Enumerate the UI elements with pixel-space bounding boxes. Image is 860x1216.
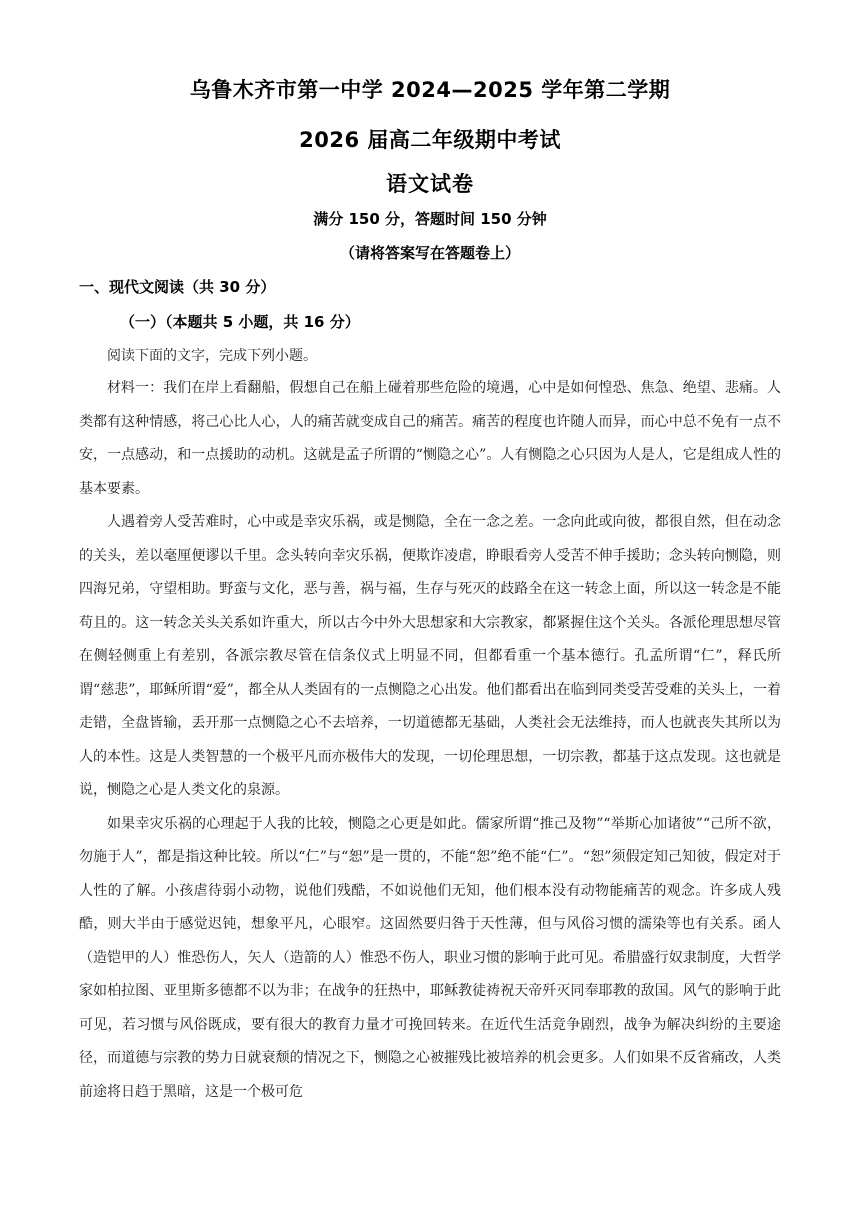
subject-title: 语文试卷: [386, 172, 474, 196]
passage-paragraph-1: 材料一：我们在岸上看翻船，假想自己在船上碰着那些危险的境遇，心中是如何惶恐、焦急、绝望、悲痛。人类都有这种情感，将己心比人心，人的痛苦就变成自己的痛苦。痛苦的程度也许随人而异，而心中总不免有一点不安，一点感动，和一点援助的动机。这就是孟子所谓的“恻隐之心”。人有恻隐之心只因为人是人，它是组成人性的基本要素。: [79, 380, 781, 497]
reading-instruction: [79, 340, 781, 374]
section-heading: 一、现代文阅读（共 30 分）: [79, 278, 276, 296]
answer-sheet-note: （请将答案写在答题卷上）: [339, 244, 520, 262]
passage-paragraph-2: 人遇着旁人受苦难时，心中或是幸灾乐祸，或是恻隐，全在一念之差。一念向此或向彼，都很自然，但在动念的关头，差以毫厘便谬以千里。念头转向幸灾乐祸，便欺诈凌虐，睁眼看旁人受苦不伸手援助；念头转向恻隐，则四海兄弟，守望相助。野蛮与文化，恶与善，祸与福，生存与死灭的歧路全在这一转念上面，所以这一转念是不能苟且的。这一转念关头关系如许重大，所以古今中外大思想家和大宗教家，都紧握住这个关头。各派伦理思想尽管在侧轻侧重上有差别，各派宗教尽管在信条仪式上明显不同，但都看重一个基本德行。孔孟所谓“仁”，释氏所谓“慈悲”，耶稣所谓“爱”，都全从人类固有的一点恻隐之心出发。他们都看出在临到同类受苦受难的关头上，一着走错，全盘皆输，丢开那一点恻隐之心不去培养，一切道德都无基础，人类社会无法维持，而人也就丧失其所以为人的本性。这是人类智慧的一个极平凡而亦极伟大的发现，一切伦理思想，一切宗教，都基于这点发现。这也就是说，恻隐之心是人类文化的泉源。: [79, 514, 781, 798]
passage-paragraph-3: 如果幸灾乐祸的心理起于人我的比较，恻隐之心更是如此。儒家所谓“推己及物”“举斯心加诸彼”“己所不欲，勿施于人”，都是指这种比较。所以“仁”与“恕”是一贯的，不能“恕”绝不能“仁”。“恕”须假定知己知彼，假定对于人性的了解。小孩虐待弱小动物，说他们残酷，不如说他们无知，他们根本没有动物能痛苦的观念。许多成人残酷，则大半由于感觉迟钝，想象平凡，心眼窄。这固然要归咎于天性薄，但与风俗习惯的濡染等也有关系。函人（造铠甲的人）惟恐伤人，矢人（造箭的人）惟恐不伤人，职业习惯的影响于此可见。希腊盛行奴隶制度，大哲学家如柏拉图、亚里斯多德都不以为非；在战争的狂热中，耶稣教徒祷祝天帝歼灭同奉耶教的敌国。风气的影响于此可见，若习惯与风俗既成，要有很大的教育力量才可挽回转来。在近代生活竞争剧烈，战争为解决纠纷的主要途径，而道德与宗教的势力日就衰颓的情况之下，恻隐之心被摧残比被培养的机会更多。人们如果不反省痛改，人类前途将日趋于黑暗，这是一个极可危: [79, 815, 781, 1100]
score-time-note: 满分 150 分，答题时间 150 分钟: [313, 210, 547, 228]
exam-title: 2026 届高二年级期中考试: [299, 128, 561, 152]
instruction-text: 阅读下面的文字，完成下列小题。: [107, 348, 317, 364]
reading-passage: [79, 372, 781, 1109]
subsection-heading: （一）（本题共 5 小题，共 16 分）: [120, 313, 360, 331]
school-semester-title: 乌鲁木齐市第一中学 2024—2025 学年第二学期: [189, 78, 671, 102]
